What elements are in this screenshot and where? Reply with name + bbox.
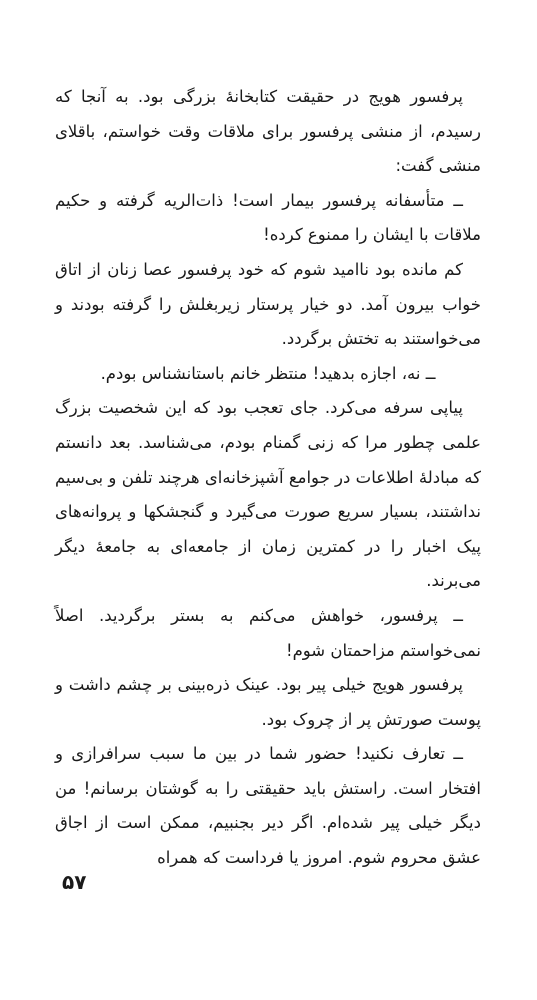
paragraph-dialogue-narrator: ــ پرفسور، خواهش می‌کنم به بستر برگردید. اصلاً نمی‌خواستم مزاحمتان شوم! [55, 605, 481, 660]
page-number: ۵۷ [62, 870, 87, 894]
paragraph-intro: پرفسور هویج در حقیقت کتابخانهٔ بزرگی بود. به آنجا که رسیدم، از منشی پرفسور برای ملاقات وقت خواستم، باقلای منشی گفت: [55, 87, 481, 176]
body-text [55, 80, 481, 876]
paragraph-professor-arrives: کم مانده بود ناامید شوم که خود پرفسور عصا زنان از اتاق خواب بیرون آمد. دو خیار پرستار زیربغلش را گرفته بودند و می‌خواستند به تختش برگردد. [55, 259, 481, 349]
paragraph-professor-description: پرفسور هویج خیلی پیر بود. عینک ذره‌بینی بر چشم داشت و پوست صورتش پر از چروک بود. [55, 675, 481, 729]
paragraph-dialogue-professor: ــ نه، اجازه بدهید! منتظر خانم باستانشناس بودم. [100, 363, 436, 383]
paragraph-coughing: پیاپی سرفه می‌کرد. جای تعجب بود که این شخصیت بزرگ علمی چطور مرا که زنی گمنام بودم، می‌شناسد. بعد دانستم که مبادلهٔ اطلاعات در جوامع آشپزخانه‌ای هرچند تلفن و بی‌سیم نداشتند، بسیار سریع صورت می‌گیرد و گنجشکها و پروانه‌های پیک اخبار را در کمترین زمان از جامعه‌ای به جامعهٔ دیگر می‌برند. [55, 398, 481, 591]
paragraph-dialogue-secretary: ــ متأسفانه پرفسور بیمار است! ذات‌الریه گرفته و حکیم ملاقات با ایشان را ممنوع کرده! [55, 190, 481, 245]
paragraph-dialogue-compliments: ــ تعارف نکنید! حضور شما در بین ما سبب سرافرازی و افتخار است. راستش باید حقیقتی را به گوشتان برسانم! من دیگر خیلی پیر شده‌ام. اگر دیر بجنبیم، ممکن است از اجاق عشق محروم شوم. امروز یا فرداست که همراه [55, 744, 481, 868]
